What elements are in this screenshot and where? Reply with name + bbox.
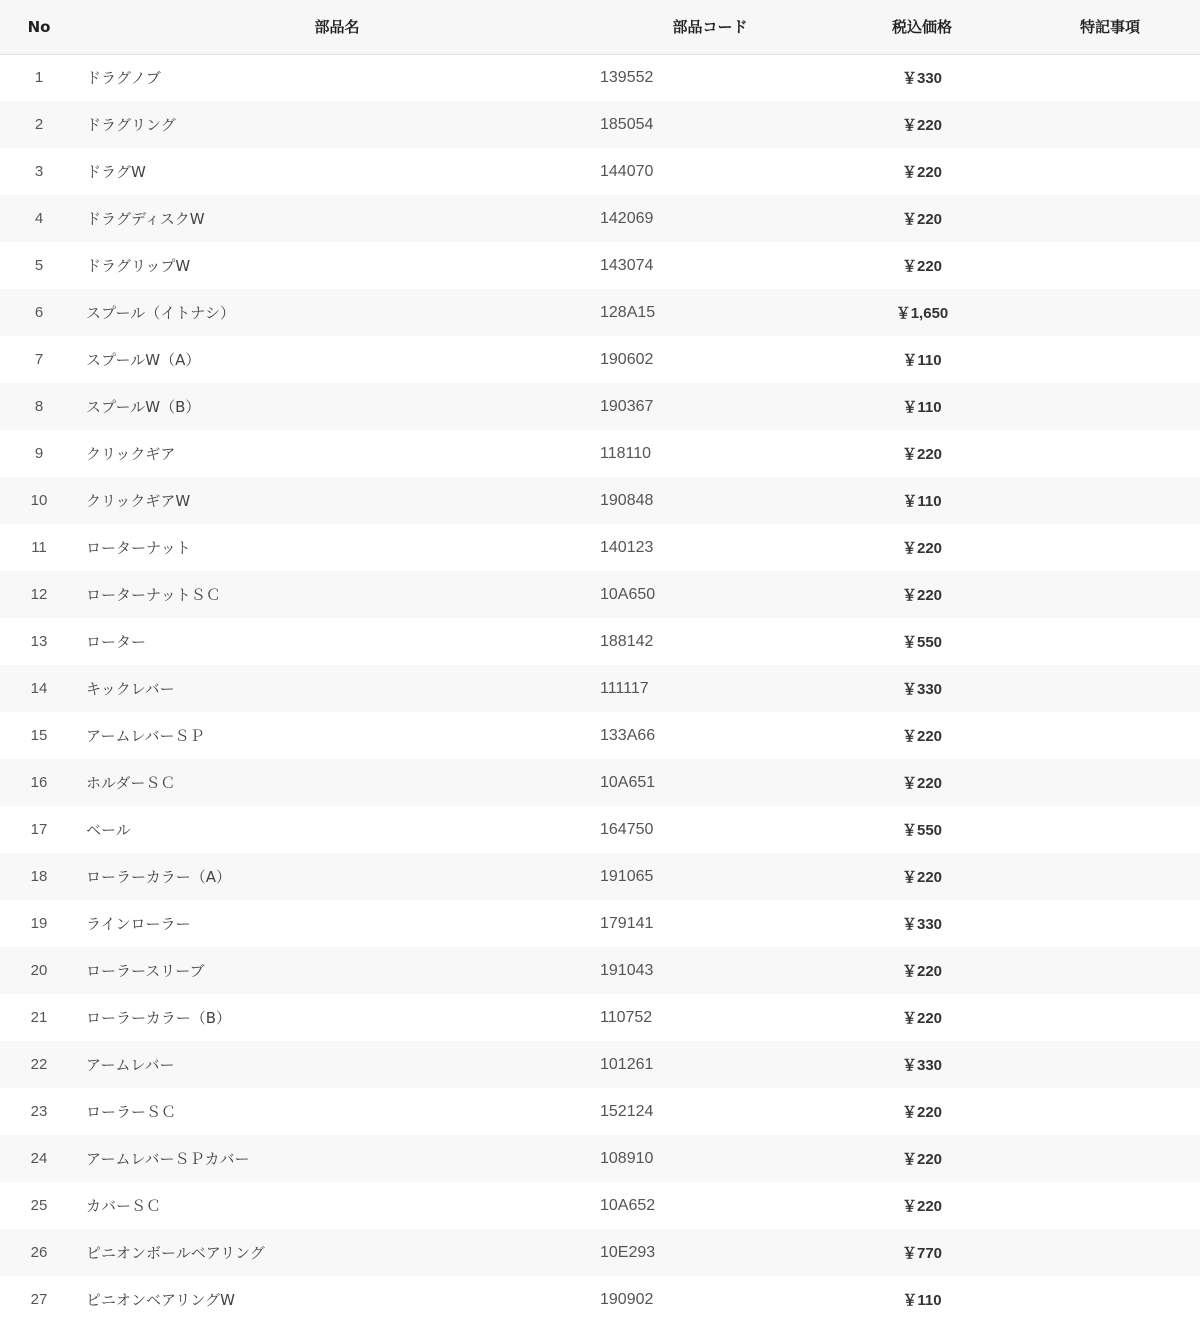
cell-part-name: クリックギア [86, 445, 176, 463]
cell-part-name: ドラグリング [86, 116, 176, 134]
cell-part-code: 152124 [600, 1102, 654, 1120]
cell-price: ￥220 [901, 587, 943, 604]
cell-part-name: ローラースリーブ [86, 962, 205, 980]
cell-no: 17 [30, 821, 48, 838]
table-row [0, 336, 1200, 383]
table-header [0, 0, 1200, 54]
cell-no: 11 [31, 539, 47, 556]
cell-part-name: ローターナットＳＣ [86, 586, 221, 604]
cell-notes [1020, 54, 1200, 101]
cell-part-code: 111117 [600, 679, 649, 697]
cell-no: 21 [30, 1009, 48, 1026]
cell-notes [1020, 994, 1200, 1041]
cell-part-name: ローラーカラー（B） [86, 1009, 231, 1027]
cell-price: ￥220 [901, 1151, 943, 1168]
cell-part-code: 10A652 [600, 1196, 656, 1214]
cell-notes [1020, 1182, 1200, 1229]
cell-no: 22 [30, 1056, 48, 1073]
table-row [0, 54, 1200, 101]
cell-part-code: 188142 [600, 632, 654, 650]
cell-part-name: ラインローラー [86, 915, 191, 933]
cell-part-code: 185054 [600, 115, 654, 133]
cell-notes [1020, 759, 1200, 806]
cell-price: ￥220 [901, 728, 943, 745]
cell-part-name: ローターナット [86, 539, 191, 557]
table-row [0, 242, 1200, 289]
cell-notes [1020, 1135, 1200, 1182]
cell-notes [1020, 947, 1200, 994]
cell-no: 7 [34, 351, 44, 368]
cell-part-code: 164750 [600, 820, 654, 838]
cell-part-code: 139552 [600, 68, 654, 86]
cell-part-code: 190602 [600, 350, 654, 368]
cell-part-name: アームレバーＳＰカバー [86, 1150, 250, 1168]
cell-part-name: カバーＳＣ [86, 1197, 162, 1215]
cell-part-code: 191043 [600, 961, 654, 979]
cell-part-name: ホルダーＳＣ [86, 774, 176, 792]
cell-no: 6 [34, 304, 44, 321]
cell-notes [1020, 571, 1200, 618]
cell-no: 8 [34, 398, 44, 415]
table-row [0, 1182, 1200, 1229]
cell-part-name: ベール [86, 821, 131, 839]
cell-notes [1020, 477, 1200, 524]
table-row [0, 383, 1200, 430]
cell-notes [1020, 242, 1200, 289]
cell-part-name: スプール（イトナシ） [86, 304, 235, 322]
cell-no: 18 [30, 868, 48, 885]
cell-no: 3 [34, 163, 44, 180]
cell-no: 24 [30, 1150, 48, 1167]
cell-part-name: ドラグリップW [86, 257, 191, 275]
cell-price: ￥220 [901, 258, 943, 275]
table-row [0, 712, 1200, 759]
cell-part-code: 118110 [600, 444, 652, 462]
table-body [0, 54, 1200, 1323]
cell-part-code: 190848 [600, 491, 654, 509]
table-row [0, 618, 1200, 665]
cell-price: ￥220 [901, 869, 943, 886]
cell-price: ￥220 [901, 1010, 943, 1027]
cell-no: 2 [34, 116, 44, 133]
cell-part-code: 143074 [600, 256, 654, 274]
cell-notes [1020, 618, 1200, 665]
cell-price: ￥770 [901, 1245, 943, 1262]
cell-price: ￥110 [902, 493, 942, 510]
cell-price: ￥330 [901, 681, 943, 698]
cell-price: ￥220 [901, 446, 943, 463]
cell-notes [1020, 1276, 1200, 1323]
cell-part-name: ドラグW [86, 163, 146, 181]
cell-part-name: ピニオンボールベアリング [86, 1244, 265, 1262]
cell-notes [1020, 1229, 1200, 1276]
cell-part-name: スプールW（B） [86, 398, 201, 416]
table-row [0, 1229, 1200, 1276]
cell-notes [1020, 195, 1200, 242]
cell-no: 15 [30, 727, 48, 744]
cell-price: ￥220 [901, 211, 943, 228]
cell-part-code: 10E293 [600, 1243, 656, 1261]
cell-part-code: 142069 [600, 209, 654, 227]
table-row [0, 524, 1200, 571]
cell-no: 5 [34, 257, 44, 274]
cell-price: ￥1,650 [895, 305, 949, 322]
cell-no: 12 [30, 586, 48, 603]
cell-part-code: 10A651 [600, 773, 656, 791]
header-notes: 特記事項 [1079, 18, 1140, 37]
cell-part-code: 144070 [600, 162, 654, 180]
cell-no: 4 [34, 210, 44, 227]
cell-no: 19 [30, 915, 48, 932]
cell-price: ￥220 [901, 117, 943, 134]
cell-part-code: 191065 [600, 867, 654, 885]
table-row [0, 430, 1200, 477]
cell-part-name: ピニオンベアリングW [86, 1291, 235, 1309]
cell-part-name: アームレバーＳＰ [86, 727, 205, 745]
cell-no: 20 [30, 962, 48, 979]
cell-price: ￥550 [901, 822, 943, 839]
table-row [0, 148, 1200, 195]
cell-part-code: 140123 [600, 538, 654, 556]
cell-price: ￥220 [901, 963, 943, 980]
cell-price: ￥330 [901, 916, 943, 933]
table-row [0, 806, 1200, 853]
cell-part-code: 190367 [600, 397, 654, 415]
cell-no: 1 [34, 69, 44, 87]
table-row [0, 101, 1200, 148]
cell-no: 26 [30, 1244, 48, 1261]
cell-part-code: 190902 [600, 1290, 654, 1308]
table-row [0, 665, 1200, 712]
table-row [0, 195, 1200, 242]
cell-price: ￥110 [902, 399, 942, 416]
cell-notes [1020, 101, 1200, 148]
cell-no: 25 [30, 1197, 48, 1214]
cell-part-name: ドラグディスクW [86, 210, 205, 228]
cell-price: ￥220 [901, 1104, 943, 1121]
cell-notes [1020, 1088, 1200, 1135]
cell-price: ￥330 [901, 70, 943, 88]
cell-part-code: 108910 [600, 1149, 654, 1167]
header-part-name: 部品名 [314, 18, 360, 37]
cell-part-code: 133A66 [600, 726, 656, 744]
cell-notes [1020, 524, 1200, 571]
cell-price: ￥220 [901, 775, 943, 792]
cell-price: ￥220 [901, 164, 943, 181]
cell-part-name: ローラーカラー（A） [86, 868, 231, 886]
cell-part-name: ドラグノブ [86, 69, 161, 88]
table-row [0, 994, 1200, 1041]
cell-part-name: クリックギアW [86, 492, 191, 510]
cell-no: 9 [34, 445, 44, 462]
table-row [0, 853, 1200, 900]
cell-price: ￥110 [902, 1292, 942, 1309]
cell-price: ￥110 [902, 352, 942, 369]
cell-part-code: 110752 [600, 1008, 653, 1026]
table-row [0, 1041, 1200, 1088]
cell-part-code: 179141 [600, 914, 654, 932]
cell-notes [1020, 430, 1200, 477]
header-price: 税込価格 [891, 18, 952, 37]
cell-no: 23 [30, 1103, 48, 1120]
table-row [0, 1088, 1200, 1135]
cell-notes [1020, 900, 1200, 947]
cell-price: ￥550 [901, 634, 943, 651]
table-row [0, 571, 1200, 618]
cell-notes [1020, 336, 1200, 383]
table-row [0, 759, 1200, 806]
table-row [0, 1276, 1200, 1323]
cell-part-name: キックレバー [86, 680, 175, 698]
cell-no: 10 [30, 492, 48, 509]
cell-part-name: スプールW（A） [86, 351, 201, 369]
header-part-code: 部品コード [672, 18, 748, 37]
cell-price: ￥220 [901, 1198, 943, 1215]
cell-notes [1020, 806, 1200, 853]
table-row [0, 477, 1200, 524]
cell-notes [1020, 148, 1200, 195]
header-row [0, 0, 1200, 54]
cell-no: 16 [30, 774, 48, 791]
cell-price: ￥220 [901, 540, 943, 557]
cell-part-name: ローラーＳＣ [86, 1103, 177, 1121]
cell-part-code: 128A15 [600, 303, 656, 321]
cell-notes [1020, 712, 1200, 759]
cell-notes [1020, 289, 1200, 336]
cell-notes [1020, 853, 1200, 900]
cell-part-name: ローター [86, 633, 147, 651]
table-row [0, 900, 1200, 947]
table-row [0, 289, 1200, 336]
cell-part-name: アームレバー [86, 1056, 175, 1074]
cell-part-code: 101261 [600, 1055, 654, 1073]
cell-no: 14 [30, 680, 48, 697]
cell-notes [1020, 665, 1200, 712]
cell-part-code: 10A650 [600, 585, 656, 603]
cell-notes [1020, 1041, 1200, 1088]
header-no: No [27, 17, 51, 36]
cell-no: 13 [30, 633, 48, 650]
cell-price: ￥330 [901, 1057, 943, 1074]
table-row [0, 1135, 1200, 1182]
table-row [0, 947, 1200, 994]
cell-notes [1020, 383, 1200, 430]
cell-no: 27 [30, 1291, 48, 1308]
